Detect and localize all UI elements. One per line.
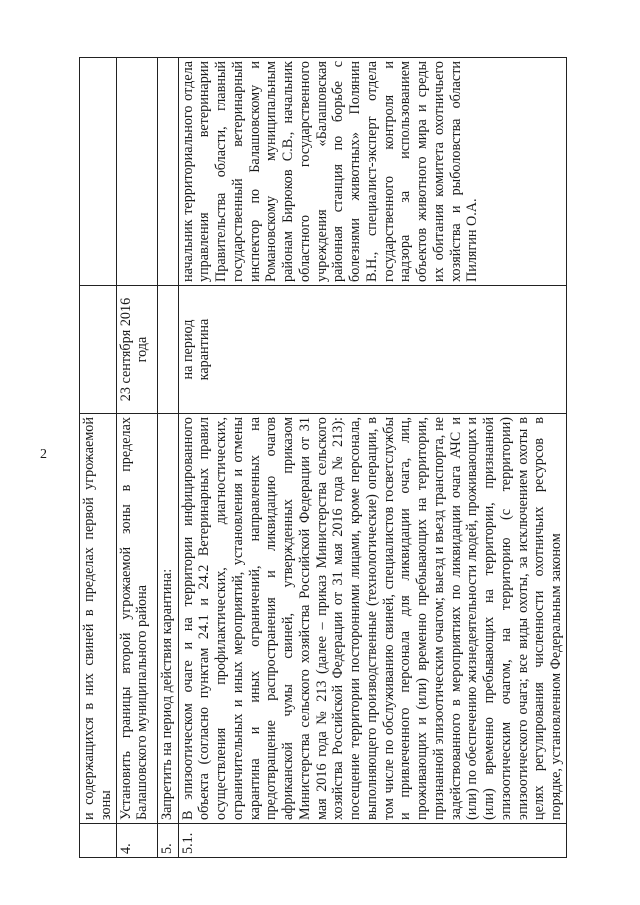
page-number: 2 (40, 447, 47, 462)
measure-text: Установить границы второй угрожаемой зоны в пределах Балашовского муниципального района (116, 414, 157, 824)
table-row (116, 58, 157, 858)
measure-responsible: начальник территориального отдела управления ветеринарии Правительства области, главный государственный ветеринарный инспектор по Балашовскому и Романовскому муниципальным районам Бирюков С.В., начальник областного государственного учреждения «Балашовская районная станция по борьбе с болезнями животных» Полянин В.Н., специалист-эксперт отдела государственного контроля и надзора за использованием объектов животного мира и среды их обитания комитета охотничьего хозяйства и рыболовства области Пилягин О.А. (178, 58, 566, 286)
measure-responsible (116, 58, 157, 286)
measure-term (157, 286, 178, 414)
row-number: 5. (157, 824, 178, 858)
table-row (80, 58, 117, 858)
measure-text: Запретить на период действия карантина: (157, 414, 178, 824)
measures-table (79, 57, 567, 858)
table-row (157, 58, 178, 858)
measure-term: 23 сентября 2016 года (116, 286, 157, 414)
measure-text: и содержащихся в них свиней в пределах первой угрожаемой зоны (80, 414, 117, 824)
measure-term: на период карантина (178, 286, 566, 414)
rotated-document-sheet (79, 58, 619, 858)
measure-text: В эпизоотическом очаге и на территории инфицированного объекта (согласно пунктам 24.1 и 24.2 Ветеринарных правил осуществления профилактических, диагностических, ограничительных и иных мероприятий, установления и отмены карантина и иных ограничений, направленных на предотвращение распространения и ликвидацию очагов африканской чумы свиней, утвержденных приказом Министерства сельского хозяйства Российской Федерации от 31 мая 2016 года № 213 (далее – приказ Министерства сельского хозяйства Российской Федерации от 31 мая 2016 года № 213): посещение территории посторонними лицами, кроме персонала, выполняющего производственные (технологические) операции, в том числе по обслуживанию свиней, специалистов госветслужбы и привлеченного персонала для ликвидации очага, лиц, проживающих и (или) временно пребывающих на территории, признанной эпизоотическим очагом; выезд и въезд транспорта, не задействованного в мероприятиях по ликвидации очага АЧС и (или) по обеспечению жизнедеятельности людей, проживающих и (или) временно пребывающих на территории, признанной эпизоотическим очагом, на территорию (с территории) эпизоотического очага; все виды охоты, за исключением охоты в целях регулирования численности охотничьих ресурсов в порядке, установленном Федеральным законом (178, 414, 566, 824)
row-number: 5.1. (178, 824, 566, 858)
table-row (178, 58, 566, 858)
measure-responsible (157, 58, 178, 286)
measure-responsible (80, 58, 117, 286)
row-number: 4. (116, 824, 157, 858)
measure-term (80, 286, 117, 414)
row-number (80, 824, 117, 858)
